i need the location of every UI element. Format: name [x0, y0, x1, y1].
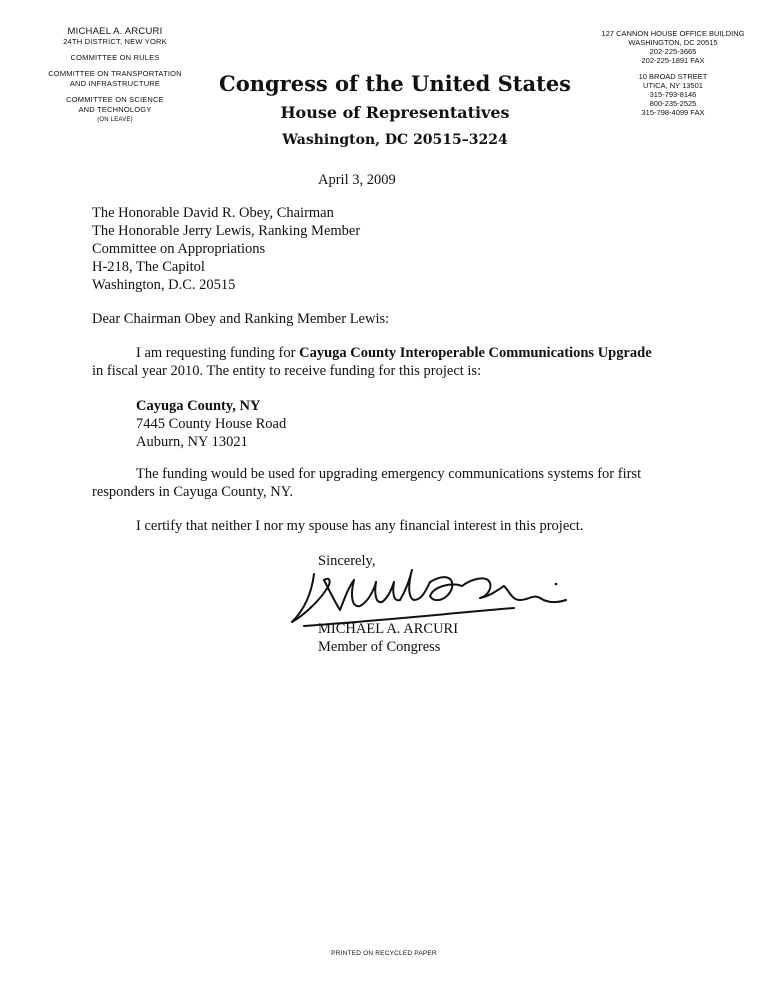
recipient-line: The Honorable David R. Obey, Chairman — [92, 205, 334, 221]
recipient-line: The Honorable Jerry Lewis, Ranking Member — [92, 223, 361, 239]
district-phone: 315-793-8146 — [649, 90, 697, 99]
request-text: I am requesting funding for — [136, 345, 300, 361]
purpose-line2: responders in Cayuga County, NY. — [92, 484, 293, 500]
recipient-block — [92, 204, 360, 294]
request-text-line2: in fiscal year 2010. The entity to receive funding for this project is: — [92, 363, 482, 379]
entity-address-line2: Auburn, NY 13021 — [136, 434, 248, 450]
district-office-line2: UTICA, NY 13501 — [643, 81, 703, 90]
on-leave-note: (ON LEAVE) — [97, 117, 133, 123]
dc-phone: 202-225-3665 — [649, 47, 697, 56]
entity-address-line1: 7445 County House Road — [136, 416, 287, 432]
letterhead-congress: Congress of the United States — [218, 71, 572, 96]
committee-transport-line2: AND INFRASTRUCTURE — [69, 79, 161, 88]
paragraph-purpose — [92, 465, 712, 501]
district-tollfree: 800-235-2525 — [649, 99, 697, 108]
paragraph-request — [92, 344, 712, 380]
dc-fax: 202-225-1891 FAX — [641, 56, 705, 65]
district-office-line1: 10 BROAD STREET — [638, 72, 708, 81]
signer-name: MICHAEL A. ARCURI — [318, 621, 459, 637]
salutation: Dear Chairman Obey and Ranking Member Lewis: — [92, 311, 390, 327]
letterhead-house: House of Representatives — [280, 103, 510, 122]
recipient-line: Committee on Appropriations — [92, 241, 266, 257]
committee-transport-line1: COMMITTEE ON TRANSPORTATION — [48, 69, 182, 78]
letter-date: April 3, 2009 — [318, 172, 396, 188]
letterhead-washington: Washington, DC 20515–3224 — [282, 132, 508, 148]
signer-block — [318, 620, 458, 656]
signer-title: Member of Congress — [318, 639, 441, 655]
left-header — [40, 27, 190, 125]
recipient-line: H-218, The Capitol — [92, 259, 205, 275]
recipient-line: Washington, D.C. 20515 — [92, 277, 236, 293]
entity-name: Cayuga County, NY — [136, 398, 261, 414]
closing: Sincerely, — [318, 553, 376, 569]
dc-office-line1: 127 CANNON HOUSE OFFICE BUILDING — [601, 29, 745, 38]
committee-science-line2: AND TECHNOLOGY — [78, 105, 152, 114]
right-header — [598, 29, 748, 117]
letterhead — [200, 70, 590, 151]
committee-science-line1: COMMITTEE ON SCIENCE — [66, 95, 164, 104]
paragraph-certify: I certify that neither I nor my spouse has any financial interest in this project. — [136, 518, 584, 534]
dc-office-line2: WASHINGTON, DC 20515 — [628, 38, 718, 47]
committee-rules: COMMITTEE ON RULES — [70, 53, 160, 62]
district-fax: 315-798-4099 FAX — [641, 108, 705, 117]
purpose-line1: The funding would be used for upgrading emergency communications systems for first — [136, 466, 642, 482]
member-name: MICHAEL A. ARCURI — [67, 26, 163, 37]
project-name: Cayuga County Interoperable Communications Upgrade — [299, 345, 652, 361]
footer-note: PRINTED ON RECYCLED PAPER — [331, 950, 437, 957]
district: 24TH DISTRICT, NEW YORK — [63, 37, 167, 46]
entity-block — [136, 397, 286, 451]
